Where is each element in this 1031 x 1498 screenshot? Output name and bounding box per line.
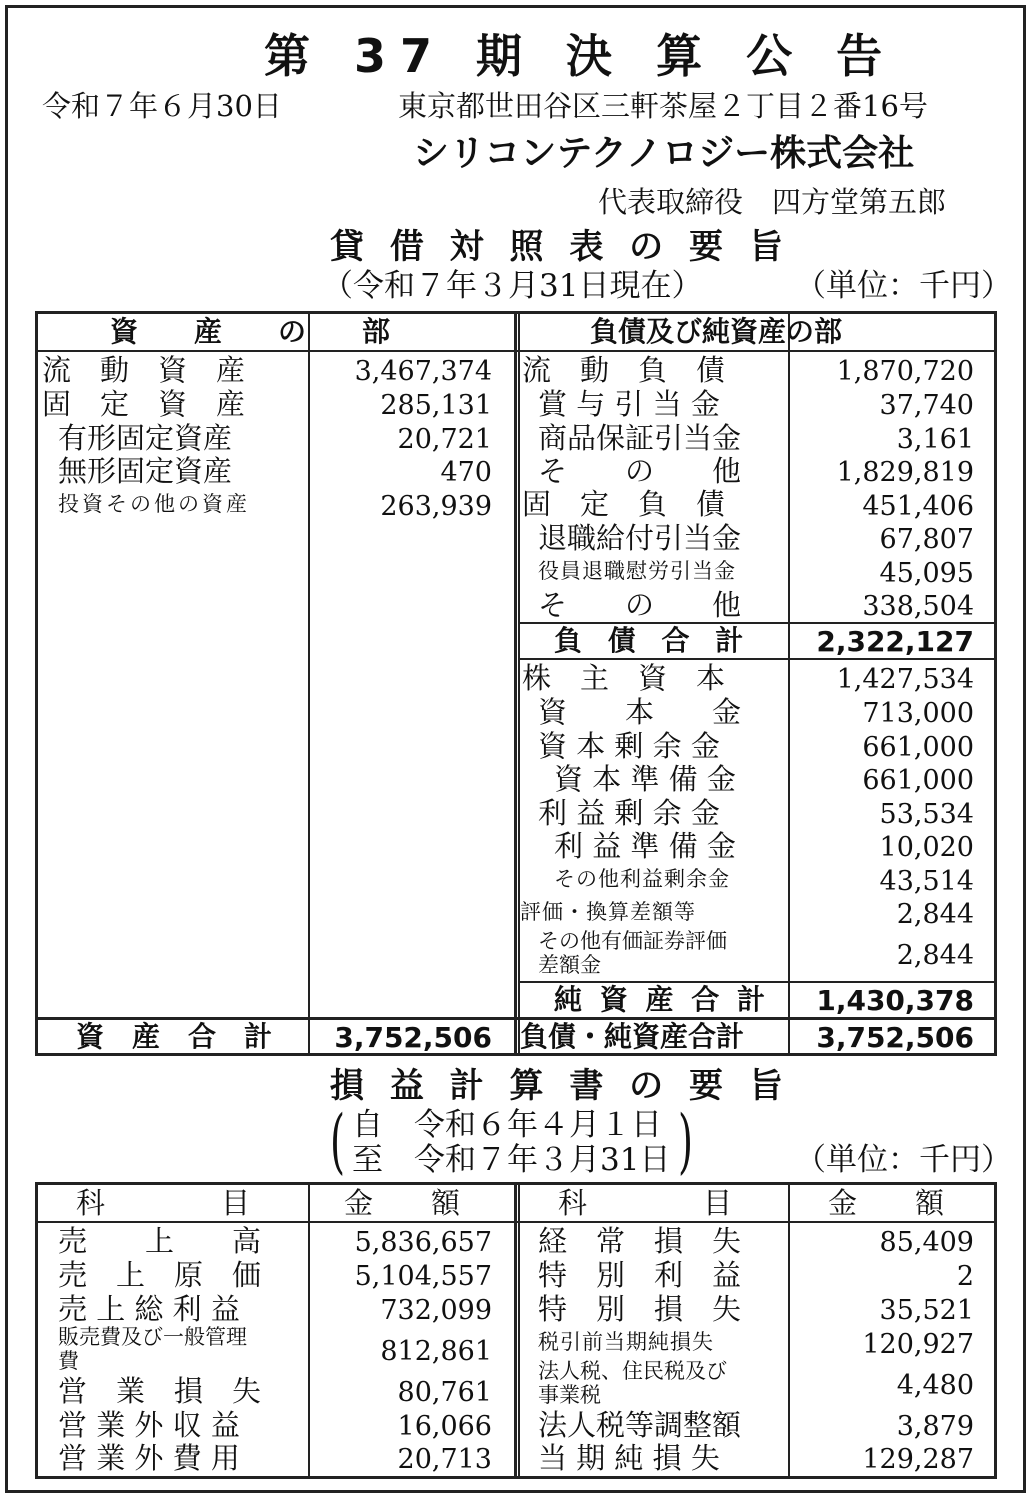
net-asset-value: 661,000 bbox=[862, 732, 974, 763]
is-right-label: 特 別 利 益 bbox=[538, 1258, 742, 1292]
is-left-value: 5,836,657 bbox=[354, 1227, 492, 1258]
col-amount-left: 金 額 bbox=[344, 1186, 461, 1220]
liabilities-total-label: 負 債 合 計 bbox=[554, 624, 752, 657]
liability-value: 1,870,720 bbox=[836, 356, 974, 387]
is-right-label: 税引前当期純損失 bbox=[538, 1330, 714, 1354]
liab-net-total-label: 負債・純資産合計 bbox=[520, 1020, 745, 1053]
net-asset-label-line2: 差額金 bbox=[538, 953, 601, 977]
net-asset-label: 評価・換算差額等 bbox=[520, 900, 696, 924]
assets-header: 資 産 の 部 bbox=[110, 315, 391, 348]
page-title: 第 37 期 決 算 公 告 bbox=[264, 29, 897, 83]
net-asset-value: 10,020 bbox=[879, 832, 974, 863]
liability-label: 固 定 負 債 bbox=[522, 487, 726, 521]
is-left-value: 20,713 bbox=[397, 1444, 492, 1475]
liability-label: 役員退職慰労引当金 bbox=[538, 559, 736, 583]
liability-label: 退職給付引当金 bbox=[538, 521, 742, 555]
is-left-label-line1: 販売費及び一般管理 bbox=[58, 1325, 247, 1349]
net-asset-value: 43,514 bbox=[879, 866, 974, 897]
net-asset-label: 資 本 金 bbox=[538, 695, 742, 729]
asset-label: 固 定 資 産 bbox=[42, 387, 246, 421]
net-asset-value: 2,844 bbox=[896, 940, 974, 971]
net-asset-label: 株 主 資 本 bbox=[522, 661, 726, 695]
is-right-value: 2 bbox=[956, 1261, 974, 1292]
period-right-paren: ) bbox=[678, 1100, 694, 1182]
is-left-label: 売 上 高 bbox=[58, 1224, 262, 1258]
net-asset-label: 資 本 準 備 金 bbox=[554, 762, 736, 796]
asset-label: 無形固定資産 bbox=[58, 454, 233, 488]
net-assets-total-label: 純 資 産 合 計 bbox=[554, 983, 769, 1016]
net-asset-label: 利 益 剰 余 金 bbox=[538, 796, 720, 830]
liability-label: 流 動 負 債 bbox=[522, 353, 726, 387]
assets-total-label: 資 産 合 計 bbox=[76, 1020, 273, 1053]
period-from: 自 令和６年４月１日 bbox=[352, 1107, 662, 1143]
liab-net-total-value: 3,752,506 bbox=[816, 1021, 974, 1054]
is-right-label: 経 常 損 失 bbox=[538, 1224, 742, 1258]
asset-value: 470 bbox=[440, 457, 492, 488]
company-address: 東京都世田谷区三軒茶屋２丁目２番16号 bbox=[398, 89, 928, 123]
income-statement-title: 損 益 計 算 書 の 要 旨 bbox=[330, 1066, 790, 1106]
net-asset-label-line1: その他有価証券評価 bbox=[538, 929, 727, 953]
is-left-label: 営 業 外 費 用 bbox=[58, 1441, 240, 1475]
net-asset-value: 1,427,534 bbox=[836, 664, 974, 695]
is-left-label: 売 上 原 価 bbox=[58, 1258, 262, 1292]
col-item-left: 科 目 bbox=[76, 1186, 251, 1220]
company-name: シリコンテクノロジー株式会社 bbox=[413, 133, 915, 174]
net-assets-total-value: 1,430,378 bbox=[816, 984, 974, 1017]
is-right-label-line1: 法人税、住民税及び bbox=[538, 1359, 727, 1383]
period-left-paren: ( bbox=[330, 1100, 346, 1182]
net-asset-value: 53,534 bbox=[879, 799, 974, 830]
liability-label: そ の 他 bbox=[538, 588, 742, 622]
asset-label: 流 動 資 産 bbox=[42, 353, 246, 387]
is-left-value: 80,761 bbox=[397, 1377, 492, 1408]
liability-label: 商品保証引当金 bbox=[538, 421, 742, 455]
is-right-value: 35,521 bbox=[879, 1295, 974, 1326]
balance-sheet-table bbox=[35, 311, 997, 1056]
asset-value: 285,131 bbox=[380, 390, 492, 421]
is-left-value: 16,066 bbox=[397, 1411, 492, 1442]
is-right-label: 特 別 損 失 bbox=[538, 1292, 742, 1326]
balance-sheet-unit: （単位：千円） bbox=[795, 268, 1012, 304]
balance-sheet-date: （令和７年３月31日現在） bbox=[322, 268, 703, 304]
is-left-label: 営 業 外 収 益 bbox=[58, 1408, 240, 1442]
assets-total-value: 3,752,506 bbox=[334, 1021, 492, 1054]
asset-value: 20,721 bbox=[397, 424, 492, 455]
liability-value: 338,504 bbox=[862, 591, 974, 622]
net-asset-value: 661,000 bbox=[862, 765, 974, 796]
liability-value: 37,740 bbox=[879, 390, 974, 421]
liabilities-header: 負債及び純資産の部 bbox=[590, 315, 843, 348]
liability-label: 賞 与 引 当 金 bbox=[538, 387, 720, 421]
is-right-label: 当 期 純 損 失 bbox=[538, 1441, 720, 1475]
is-left-label: 営 業 損 失 bbox=[58, 1374, 262, 1408]
is-right-value: 4,480 bbox=[896, 1370, 974, 1401]
is-right-value: 120,927 bbox=[862, 1329, 974, 1360]
net-asset-label: その他利益剰余金 bbox=[554, 867, 730, 891]
liabilities-total-value: 2,322,127 bbox=[816, 625, 974, 658]
is-left-label-line2: 費 bbox=[58, 1349, 79, 1373]
is-left-value: 5,104,557 bbox=[354, 1261, 492, 1292]
income-statement-unit: （単位：千円） bbox=[795, 1142, 1012, 1178]
balance-sheet-title: 貸 借 対 照 表 の 要 旨 bbox=[330, 227, 790, 267]
is-right-label: 法人税等調整額 bbox=[538, 1408, 742, 1442]
is-left-value: 812,861 bbox=[380, 1336, 492, 1367]
announcement-date: 令和７年６月30日 bbox=[42, 89, 282, 123]
asset-label: 有形固定資産 bbox=[58, 421, 233, 455]
is-right-label-line2: 事業税 bbox=[538, 1383, 601, 1407]
col-item-right: 科 目 bbox=[558, 1186, 733, 1220]
is-right-value: 129,287 bbox=[862, 1444, 974, 1475]
asset-value: 3,467,374 bbox=[354, 356, 492, 387]
liability-value: 67,807 bbox=[879, 524, 974, 555]
col-amount-right: 金 額 bbox=[828, 1186, 945, 1220]
liability-value: 45,095 bbox=[879, 558, 974, 589]
net-asset-label: 資 本 剰 余 金 bbox=[538, 729, 720, 763]
asset-value: 263,939 bbox=[380, 491, 492, 522]
is-left-value: 732,099 bbox=[380, 1295, 492, 1326]
net-asset-label: 利 益 準 備 金 bbox=[554, 829, 736, 863]
income-statement-table bbox=[35, 1182, 997, 1479]
is-right-value: 3,879 bbox=[896, 1411, 974, 1442]
liability-label: そ の 他 bbox=[538, 454, 742, 488]
is-left-label: 売 上 総 利 益 bbox=[58, 1292, 240, 1326]
net-asset-value: 713,000 bbox=[862, 698, 974, 729]
representative: 代表取締役 四方堂第五郎 bbox=[598, 185, 947, 219]
asset-label: 投資その他の資産 bbox=[58, 492, 250, 516]
liability-value: 451,406 bbox=[862, 491, 974, 522]
is-right-value: 85,409 bbox=[879, 1227, 974, 1258]
net-asset-value: 2,844 bbox=[896, 899, 974, 930]
liability-value: 3,161 bbox=[896, 424, 974, 455]
period-to: 至 令和７年３月31日 bbox=[352, 1142, 671, 1178]
liability-value: 1,829,819 bbox=[836, 457, 974, 488]
